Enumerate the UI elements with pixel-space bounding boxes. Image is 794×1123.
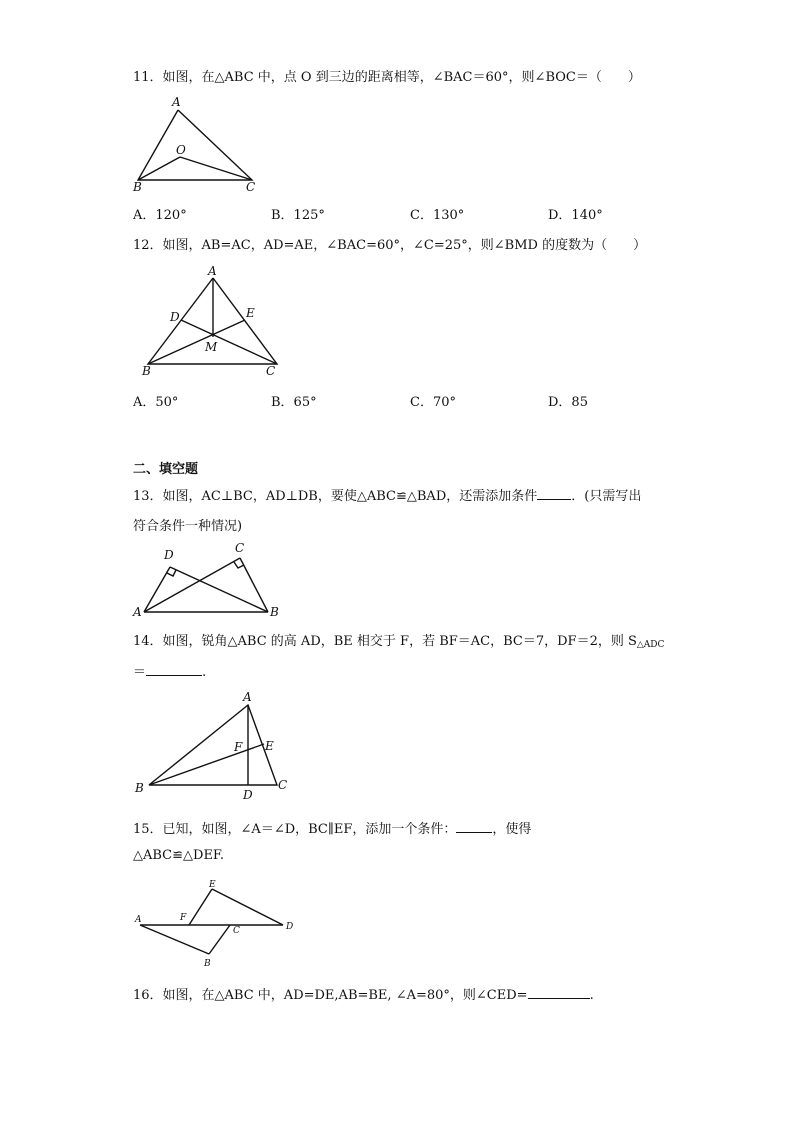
q13-answer-blank[interactable] [537, 487, 571, 500]
q11-option-c[interactable]: C．130° [410, 208, 465, 223]
q15-label-c: C [233, 926, 240, 936]
q13-stem-before: 13．如图，AC⊥BC，AD⊥DB，要使△ABC≌△BAD，还需添加条件 [133, 489, 538, 504]
q16-period: . [589, 988, 594, 1003]
q13-label-a: A [133, 605, 142, 619]
q12-option-a[interactable]: A．50° [133, 395, 179, 410]
q14-answer-blank[interactable] [146, 663, 202, 676]
q13-stem-after: ．(只需写出 [571, 489, 642, 504]
q12-label-e: E [246, 306, 255, 320]
q15-label-a: A [135, 915, 142, 925]
q12-option-b[interactable]: B．65° [271, 395, 317, 410]
question-13-stem [133, 485, 641, 504]
q11-label-c: C [246, 180, 256, 194]
q16-answer-blank[interactable] [528, 986, 590, 999]
q11-label-o: O [176, 143, 186, 157]
q11-option-b[interactable]: B．125° [271, 208, 325, 223]
q13-figure [130, 540, 290, 620]
q15-label-b: B [204, 959, 211, 969]
q14-period: . [202, 665, 207, 680]
q15-stem-after: ，使得 [492, 822, 532, 837]
q13-label-c: C [235, 541, 245, 555]
q12-option-d[interactable]: D．85 [548, 395, 588, 410]
q14-label-e: E [265, 739, 274, 753]
q14-figure [130, 688, 300, 803]
q12-label-d: D [170, 310, 180, 324]
question-11-stem: 11．如图，在△ABC 中，点 O 到三边的距离相等，∠BAC＝60°，则∠BOC＝（ ） [133, 70, 641, 85]
question-13-stem-line2: 符合条件一种情况) [133, 519, 243, 534]
q15-label-e: E [209, 880, 216, 890]
q12-option-c[interactable]: C．70° [410, 395, 456, 410]
q11-label-b: B [133, 180, 142, 194]
q14-equals: ＝ [133, 665, 147, 680]
q15-figure [130, 875, 300, 970]
q12-figure [138, 265, 288, 377]
q12-label-c: C [266, 364, 276, 378]
question-14-stem-line2 [133, 661, 206, 680]
q15-stem-before: 15．已知，如图，∠A＝∠D，BC∥EF，添加一个条件： [133, 822, 457, 837]
q14-label-c: C [278, 778, 288, 792]
question-15-stem [133, 818, 531, 837]
q12-label-b: B [142, 364, 151, 378]
question-15-stem-line2: △ABC≌△DEF. [133, 848, 225, 863]
q11-figure [130, 95, 270, 195]
q11-option-a[interactable]: A．120° [133, 208, 187, 223]
q16-stem-before: 16．如图，在△ABC 中，AD=DE,AB=BE, ∠A=80°，则∠CED= [133, 988, 528, 1003]
q13-label-b: B [270, 605, 279, 619]
question-14-stem [133, 630, 664, 649]
q11-label-a: A [172, 95, 181, 109]
q12-label-a: A [208, 264, 217, 278]
q13-label-d: D [164, 548, 174, 562]
question-16-stem [133, 984, 594, 1003]
question-12-stem: 12．如图，AB=AC，AD=AE，∠BAC=60°，∠C=25°，则∠BMD 的度数为（ ） [133, 238, 647, 253]
q11-option-d[interactable]: D．140° [548, 208, 603, 223]
q15-label-d: D [286, 922, 294, 932]
q14-label-b: B [135, 781, 144, 795]
q14-label-f: F [234, 740, 243, 754]
q12-label-m: M [205, 340, 218, 354]
section-title-fill-in: 二、填空题 [133, 462, 199, 477]
q14-label-a: A [243, 690, 252, 704]
q15-label-f: F [180, 913, 187, 923]
q14-stem-before: 14．如图，锐角△ABC 的高 AD，BE 相交于 F，若 BF＝AC，BC＝7，DF＝2，则 S [133, 634, 637, 649]
q15-answer-blank[interactable] [456, 820, 492, 833]
q14-stem-sub: △ADC [636, 640, 665, 650]
q14-label-d: D [243, 788, 253, 802]
